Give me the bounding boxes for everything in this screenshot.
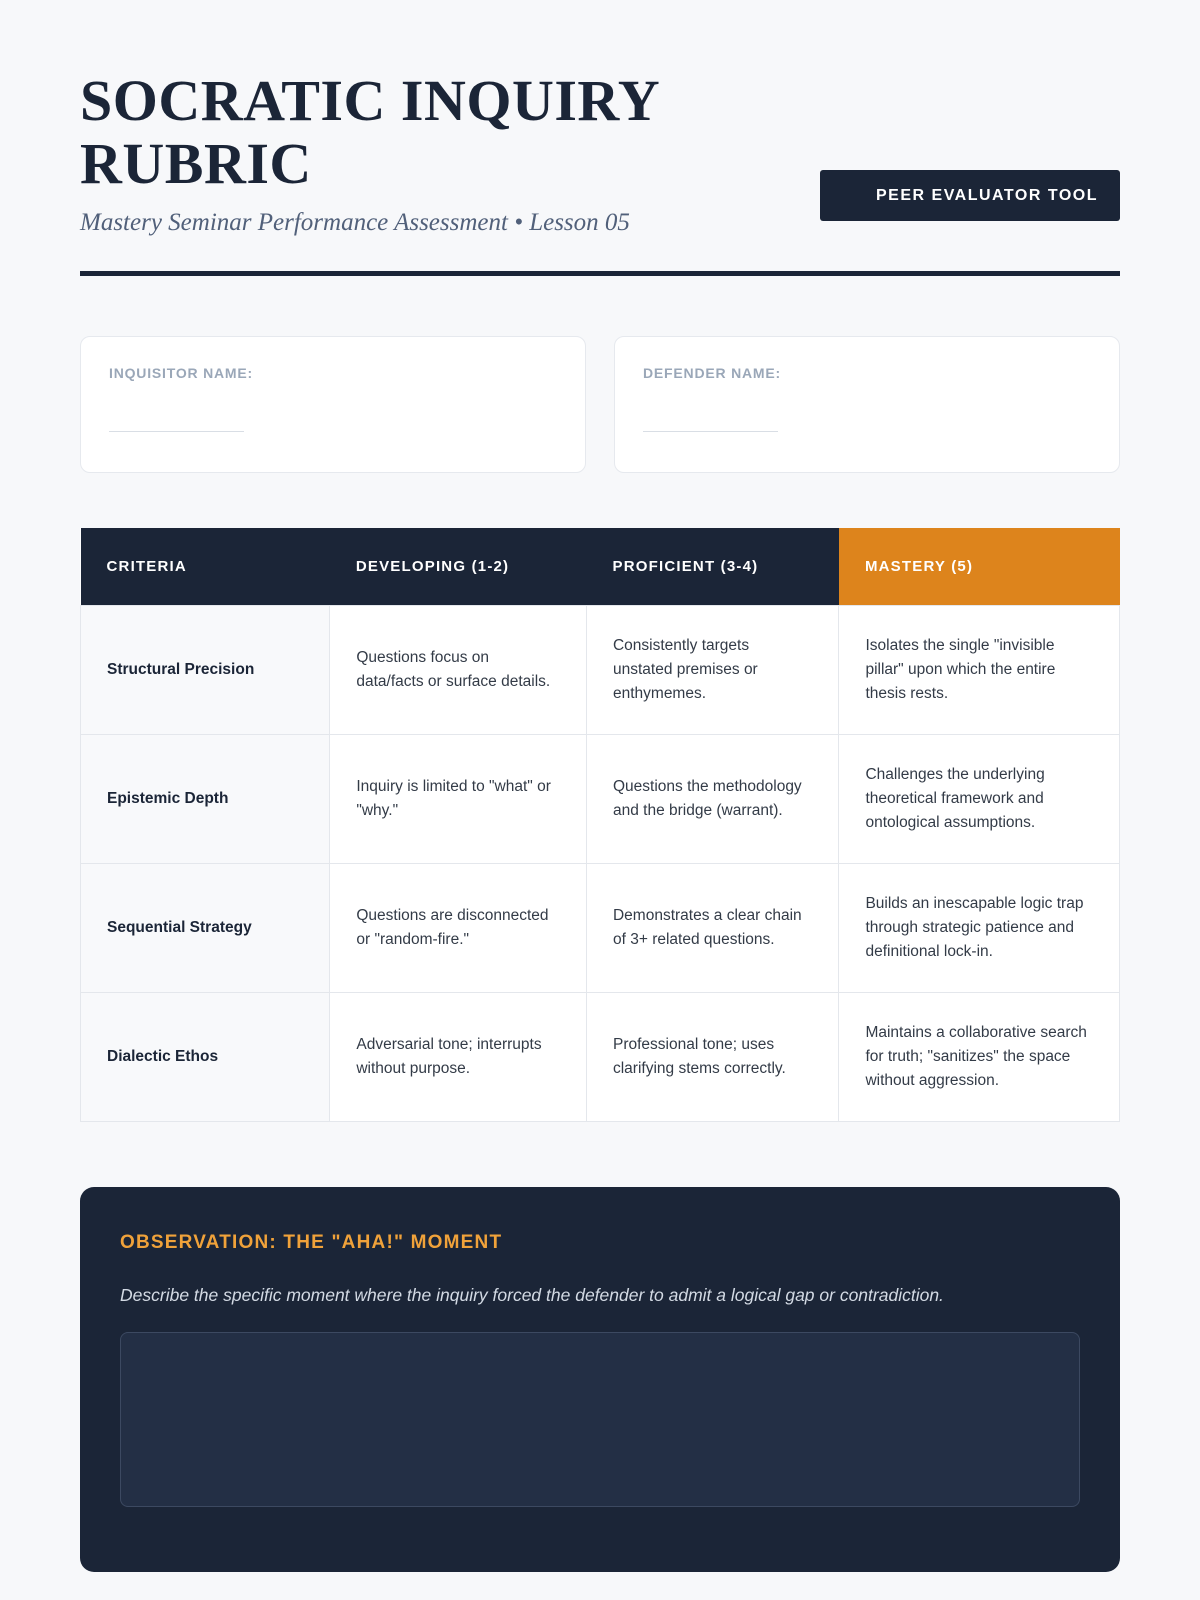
- cell-mastery: Maintains a collaborative search for truth; "sanitizes" the space without aggression.: [839, 993, 1120, 1122]
- cell-developing: Questions are disconnected or "random-fire.": [330, 864, 587, 993]
- rubric-table: [80, 528, 1120, 1122]
- page-subtitle: Mastery Seminar Performance Assessment • Lesson 05: [80, 209, 630, 237]
- cell-proficient: Questions the methodology and the bridge (warrant).: [586, 735, 838, 864]
- name-fields-section: [80, 336, 1120, 473]
- header-developing: DEVELOPING (1-2): [330, 528, 587, 606]
- cell-developing: Adversarial tone; interrupts without purpose.: [330, 993, 587, 1122]
- criteria-epistemic-depth: Epistemic Depth: [81, 735, 330, 864]
- criteria-dialectic-ethos: Dialectic Ethos: [81, 993, 330, 1122]
- cell-proficient: Demonstrates a clear chain of 3+ related questions.: [586, 864, 838, 993]
- defender-name-label: DEFENDER NAME:: [643, 365, 781, 382]
- page-header: [80, 70, 1120, 276]
- rubric-header-row: [81, 528, 1120, 606]
- cell-mastery: Challenges the underlying theoretical framework and ontological assumptions.: [839, 735, 1120, 864]
- inquisitor-name-label: INQUISITOR NAME:: [109, 365, 253, 382]
- cell-developing: Questions focus on data/facts or surface details.: [330, 606, 587, 735]
- cell-proficient: Professional tone; uses clarifying stems correctly.: [586, 993, 838, 1122]
- header-mastery: MASTERY (5): [839, 528, 1120, 606]
- cell-mastery: Isolates the single "invisible pillar" upon which the entire thesis rests.: [839, 606, 1120, 735]
- header-criteria: CRITERIA: [81, 528, 330, 606]
- observation-description: Describe the specific moment where the inquiry forced the defender to admit a logical gap or contradiction.: [120, 1285, 944, 1306]
- cell-developing: Inquiry is limited to "what" or "why.": [330, 735, 587, 864]
- observation-title: OBSERVATION: THE "AHA!" MOMENT: [120, 1232, 503, 1254]
- criteria-sequential-strategy: Sequential Strategy: [81, 864, 330, 993]
- peer-evaluator-badge: PEER EVALUATOR TOOL: [820, 170, 1120, 221]
- inquisitor-name-input[interactable]: [109, 411, 244, 432]
- defender-name-box: [614, 336, 1120, 473]
- criteria-structural-precision: Structural Precision: [81, 606, 330, 735]
- inquisitor-name-box: [80, 336, 586, 473]
- cell-proficient: Consistently targets unstated premises or enthymemes.: [586, 606, 838, 735]
- page-title: SOCRATIC INQUIRY RUBRIC: [80, 68, 658, 196]
- table-row: [81, 993, 1120, 1122]
- cell-mastery: Builds an inescapable logic trap through strategic patience and definitional lock-in.: [839, 864, 1120, 993]
- table-row: [81, 735, 1120, 864]
- table-row: [81, 606, 1120, 735]
- defender-name-input[interactable]: [643, 411, 778, 432]
- header-divider: [80, 271, 1120, 276]
- observation-textarea[interactable]: [120, 1332, 1080, 1507]
- table-row: [81, 864, 1120, 993]
- observation-panel: [80, 1187, 1120, 1571]
- header-proficient: PROFICIENT (3-4): [586, 528, 838, 606]
